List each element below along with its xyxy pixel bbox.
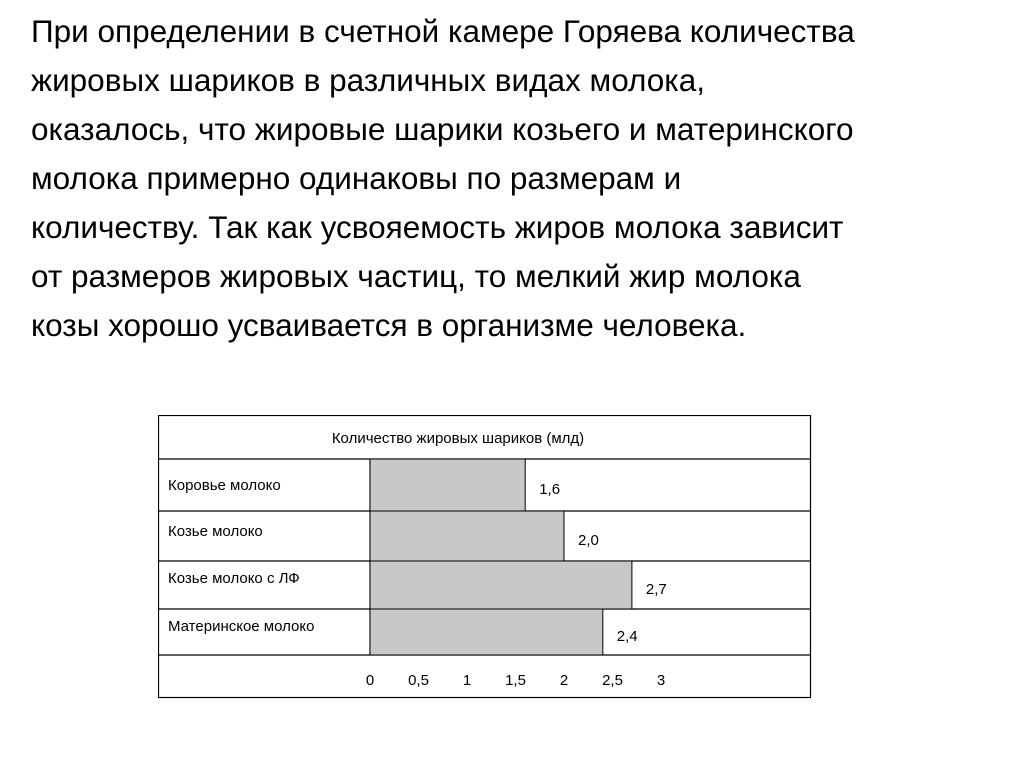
bar-value-label: 2,4 (616, 628, 638, 645)
fat-globules-chart (158, 415, 812, 699)
category-label: Материнское молоко (168, 618, 315, 635)
chart-title: Количество жировых шариков (млд) (331, 430, 585, 447)
x-tick-label: 1 (462, 672, 472, 689)
chart-x-ticks (366, 672, 665, 689)
bar (370, 511, 564, 561)
x-tick-label: 2,5 (602, 672, 623, 689)
category-label: Козье молоко с ЛФ (168, 570, 300, 587)
bar-value-label: 2,0 (578, 532, 599, 549)
x-tick-label: 1,5 (505, 672, 526, 689)
chart-svg (158, 415, 812, 699)
bar-value-label: 2,7 (645, 581, 667, 598)
bar-value-label: 1,6 (539, 481, 561, 498)
x-tick-label: 2 (559, 672, 569, 689)
bar (370, 561, 632, 609)
body-text: При определении в счетной камере Горяева количества жировых шариков в различных видах молока, оказалось, что жировые шарики козьего и материнского молока примерно одинаковы по размерам и количеству. Так как усвояемость жиров молока зависит от размеров жировых частиц, то мелкий жир молока козы хорошо усваивается в организме человека. (31, 13, 855, 343)
category-label: Коровье молоко (168, 477, 281, 494)
x-tick-label: 0 (365, 672, 375, 689)
category-label: Козье молоко (168, 523, 263, 540)
x-tick-label: 3 (656, 672, 666, 689)
bar (370, 459, 525, 511)
chart-bars (370, 459, 667, 655)
x-tick-label: 0,5 (408, 672, 429, 689)
bar (370, 609, 603, 655)
